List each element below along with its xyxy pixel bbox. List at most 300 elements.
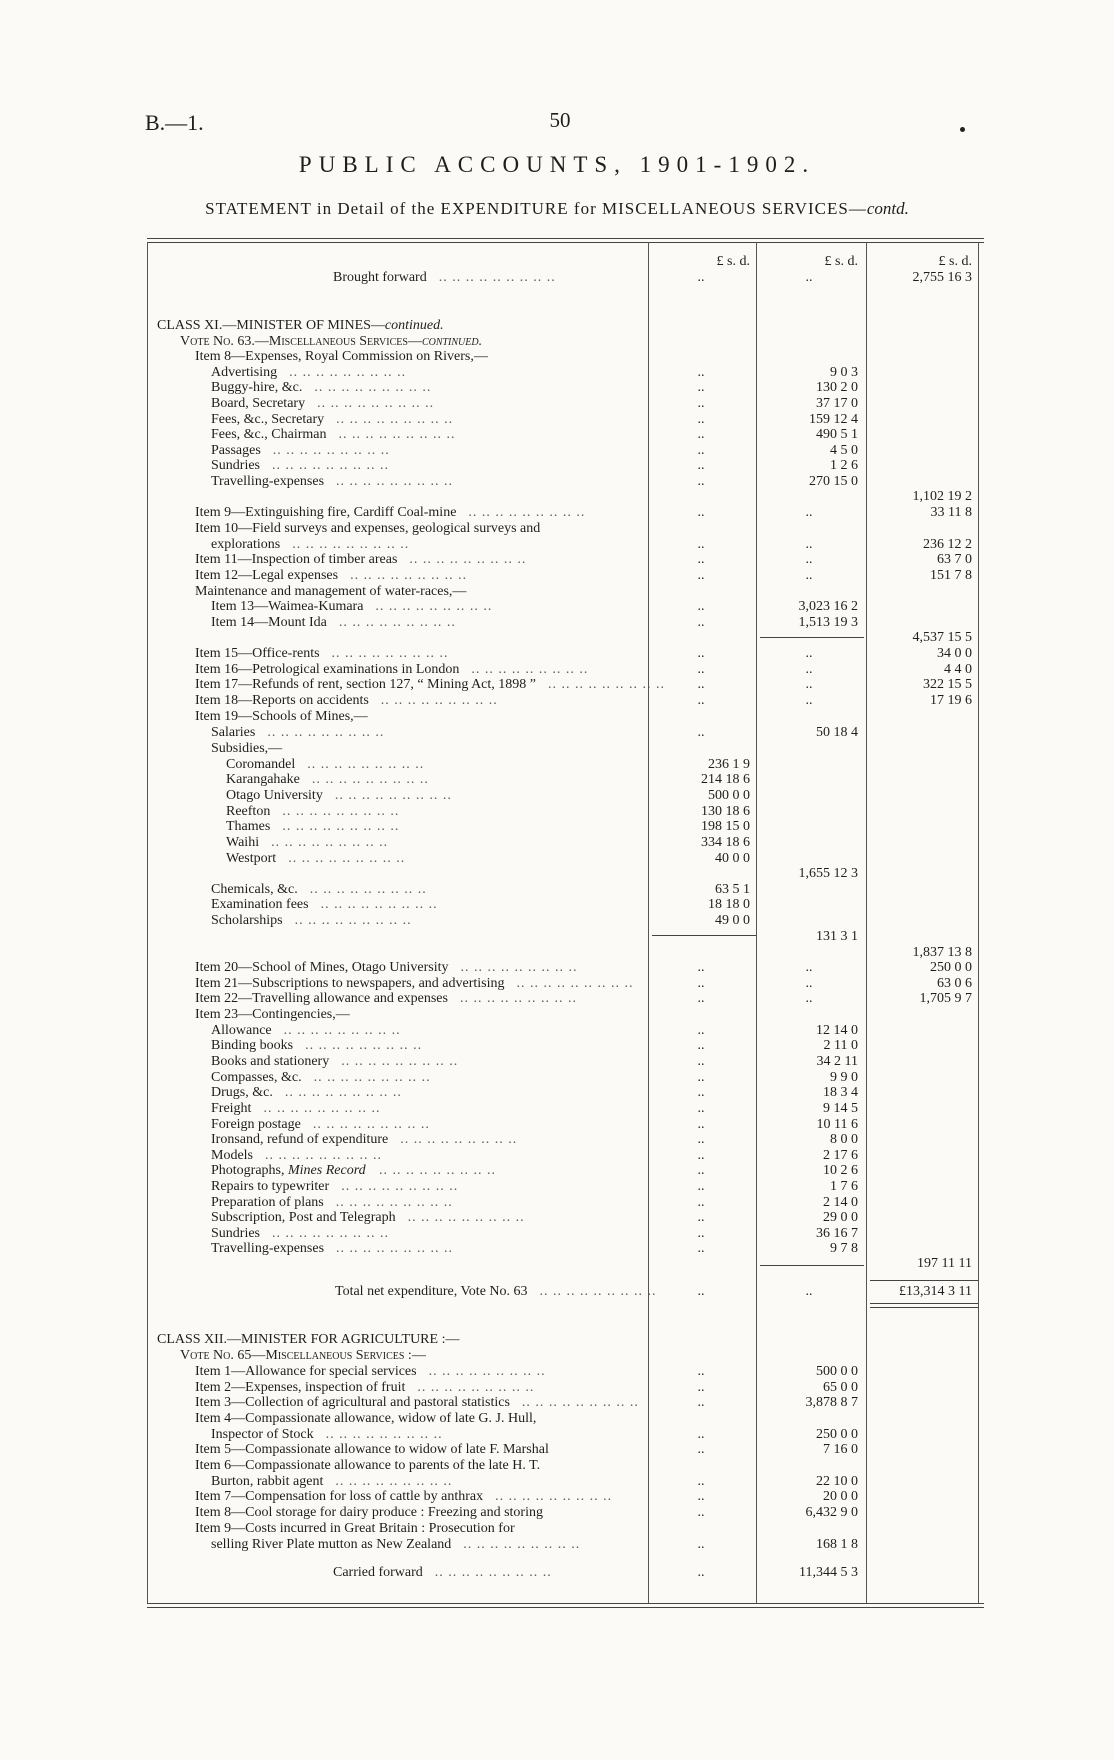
row-text: Repairs to typewriter — [211, 1179, 330, 1194]
amount-c1: .. — [697, 1395, 705, 1410]
row-text: Brought forward — [333, 270, 427, 285]
row-description — [333, 1565, 423, 1581]
amount-c2: 37 17 0 — [816, 396, 858, 411]
ink-speck — [960, 127, 965, 132]
amount-c1: 18 18 0 — [708, 897, 750, 912]
row-text: Allowance — [211, 1023, 272, 1038]
amount-c2: 6,432 9 0 — [805, 1505, 858, 1520]
row-description — [335, 1284, 528, 1300]
dot-leader: .. .. .. .. .. .. .. .. .. — [265, 1148, 382, 1163]
amount-c1: .. — [697, 615, 705, 630]
total-rule-double — [870, 1307, 978, 1308]
row-description — [211, 1132, 388, 1148]
row-text: Item 6—Compassionate allowance to parents of the late H. T. — [195, 1458, 541, 1473]
amount-c2: 20 0 0 — [823, 1489, 858, 1504]
row-description — [195, 709, 368, 725]
row-text: Models — [211, 1148, 253, 1163]
amount-c2: 490 5 1 — [816, 427, 858, 442]
ledger-row — [0, 1505, 1114, 1521]
ledger-row — [0, 537, 1114, 553]
dot-leader: .. .. .. .. .. .. .. .. .. — [284, 1085, 402, 1100]
amount-c1: .. — [697, 1179, 705, 1194]
amount-c1: .. — [697, 1038, 705, 1053]
ledger-row — [0, 396, 1114, 412]
dot-leader: .. .. .. .. .. .. .. .. .. — [335, 1474, 453, 1489]
amount-c1: .. — [697, 1505, 705, 1520]
amount-c2: .. — [805, 693, 813, 708]
row-description — [211, 380, 302, 396]
row-text: Preparation of plans — [211, 1195, 324, 1210]
row-description — [226, 835, 259, 851]
amount-c1: .. — [697, 365, 705, 380]
row-text: Advertising — [211, 365, 278, 380]
amount-c1: .. — [697, 599, 705, 614]
ledger-row — [0, 1332, 1114, 1348]
amount-c2: 65 0 0 — [823, 1380, 858, 1395]
ledger-row — [0, 334, 1114, 350]
dot-leader: .. .. .. .. .. .. .. .. .. — [267, 725, 385, 740]
ledger-row — [0, 1195, 1114, 1211]
amount-c3: 33 11 8 — [930, 505, 972, 520]
amount-c3: 197 11 11 — [917, 1256, 972, 1271]
amount-c2: 250 0 0 — [816, 1427, 858, 1442]
dot-leader: .. .. .. .. .. .. .. .. .. — [271, 835, 389, 850]
amount-c2: 2 17 6 — [823, 1148, 858, 1163]
dot-leader: .. .. .. .. .. .. .. .. .. — [283, 1023, 401, 1038]
dot-leader: .. .. .. .. .. .. .. .. .. — [350, 568, 468, 583]
row-text: Item 3—Collection of agricultural and pastoral statistics — [195, 1395, 510, 1410]
dot-leader: .. .. .. .. .. .. .. .. .. — [409, 552, 527, 567]
ledger-row — [0, 677, 1114, 693]
ledger-row — [0, 1117, 1114, 1133]
row-description — [195, 1380, 405, 1396]
ledger-row — [0, 552, 1114, 568]
row-text: Total net expenditure, Vote No. 63 — [335, 1284, 528, 1299]
row-description — [195, 991, 448, 1007]
ledger-row — [0, 897, 1114, 913]
ledger-row — [0, 991, 1114, 1007]
page-title: PUBLIC ACCOUNTS, 1901-1902. — [298, 152, 816, 177]
amount-c2: 131 3 1 — [816, 929, 858, 944]
dot-leader: .. .. .. .. .. .. .. .. .. — [400, 1132, 518, 1147]
row-description — [195, 1489, 483, 1505]
ledger-row — [0, 1427, 1114, 1443]
row-italic-text: Mines Record — [288, 1163, 366, 1178]
row-text: Salaries — [211, 725, 256, 740]
row-description — [195, 568, 338, 584]
amount-c3: 4,537 15 5 — [912, 630, 972, 645]
row-text: Westport — [226, 851, 277, 866]
amount-c3: 17 19 6 — [930, 693, 972, 708]
ledger-row — [0, 1007, 1114, 1023]
amount-c3: 34 0 0 — [937, 646, 972, 661]
amount-c1: .. — [697, 677, 705, 692]
dot-leader: .. .. .. .. .. .. .. .. .. — [305, 1038, 423, 1053]
amount-c2: .. — [805, 537, 813, 552]
ledger-row — [0, 458, 1114, 474]
row-text: Item 22—Travelling allowance and expenses — [195, 991, 448, 1006]
row-text: Foreign postage — [211, 1117, 301, 1132]
row-description — [211, 615, 327, 631]
ledger-row — [0, 568, 1114, 584]
ledger-row — [0, 1458, 1114, 1474]
dot-leader: .. .. .. .. .. .. .. .. .. — [289, 365, 407, 380]
row-text: CLASS XII.—MINISTER FOR AGRICULTURE :— — [157, 1332, 460, 1347]
row-text: Books and stationery — [211, 1054, 330, 1069]
page-number: 50 — [549, 108, 571, 132]
row-description — [180, 1348, 426, 1364]
ledger-row — [0, 1179, 1114, 1195]
amount-c1: .. — [697, 270, 705, 285]
row-text: Vote No. 63.—Miscellaneous Services— — [180, 334, 422, 349]
amount-c1: .. — [697, 1085, 705, 1100]
amount-c1: 500 0 0 — [708, 788, 750, 803]
amount-c2: 34 2 11 — [816, 1054, 858, 1069]
amount-c2: 1 2 6 — [830, 458, 858, 473]
ledger-row — [0, 757, 1114, 773]
row-italic-text: continued. — [421, 334, 483, 349]
amount-c1: .. — [697, 427, 705, 442]
amount-c1: .. — [697, 693, 705, 708]
row-description — [195, 1395, 510, 1411]
row-text: Sundries — [211, 458, 260, 473]
amount-c3: 1,705 9 7 — [919, 991, 972, 1006]
ledger-row — [0, 380, 1114, 396]
amount-c1: .. — [697, 1442, 705, 1457]
dot-leader: .. .. .. .. .. .. .. .. .. — [336, 474, 454, 489]
amount-c1: .. — [697, 443, 705, 458]
dot-leader: .. .. .. .. .. .. .. .. .. — [334, 788, 452, 803]
dot-leader: .. .. .. .. .. .. .. .. .. — [282, 819, 400, 834]
row-text: Drugs, &c. — [211, 1085, 273, 1100]
column-header: £ s. d. — [824, 254, 858, 269]
row-description — [211, 897, 309, 913]
dot-leader: .. .. .. .. .. .. .. .. .. — [460, 960, 578, 975]
amount-c1: .. — [697, 960, 705, 975]
amount-c2: 2 14 0 — [823, 1195, 858, 1210]
amount-c1: .. — [697, 1364, 705, 1379]
ledger-row — [0, 1489, 1114, 1505]
dot-leader: .. .. .. .. .. .. .. .. .. — [320, 897, 438, 912]
dot-leader: .. .. .. .. .. .. .. .. .. — [407, 1210, 525, 1225]
row-text: Reefton — [226, 804, 271, 819]
row-text: Item 8—Expenses, Royal Commission on Rivers,— — [195, 349, 488, 364]
ledger-row — [0, 1348, 1114, 1364]
amount-c1: .. — [697, 537, 705, 552]
ledger-row — [0, 270, 1114, 286]
ledger-row — [0, 1148, 1114, 1164]
amount-c2: .. — [805, 1284, 813, 1299]
row-text: Photographs, — [211, 1163, 288, 1178]
amount-c1: 214 18 6 — [701, 772, 750, 787]
row-description — [211, 1085, 273, 1101]
subtitle-contd: contd. — [866, 199, 909, 218]
ledger-row — [0, 584, 1114, 600]
amount-c2: 22 10 0 — [816, 1474, 858, 1489]
amount-c1: .. — [697, 1241, 705, 1256]
dot-leader: .. .. .. .. .. .. .. .. .. — [378, 1163, 496, 1178]
ledger-row — [0, 1284, 1114, 1300]
row-text: Item 15—Office-rents — [195, 646, 320, 661]
ledger-row — [0, 929, 1114, 945]
row-text: Examination fees — [211, 897, 309, 912]
amount-c3: 151 7 8 — [930, 568, 972, 583]
amount-c1: .. — [697, 976, 705, 991]
ledger-row — [0, 1241, 1114, 1257]
dot-leader: .. .. .. .. .. .. .. .. .. — [307, 757, 425, 772]
ledger-row — [0, 1038, 1114, 1054]
row-text: Passages — [211, 443, 261, 458]
amount-c1: .. — [697, 646, 705, 661]
row-description — [211, 443, 261, 459]
row-text: Karangahake — [226, 772, 300, 787]
ledger-row — [0, 646, 1114, 662]
amount-c2: 9 14 5 — [823, 1101, 858, 1116]
row-text: Item 21—Subscriptions to newspapers, and advertising — [195, 976, 505, 991]
ledger-row — [0, 630, 1114, 646]
row-description — [211, 1537, 451, 1553]
dot-leader: .. .. .. .. .. .. .. .. .. — [548, 677, 665, 692]
amount-c3: 322 15 5 — [923, 677, 972, 692]
amount-c1: 198 15 0 — [701, 819, 750, 834]
amount-c1: .. — [697, 1195, 705, 1210]
amount-c1: .. — [697, 1101, 705, 1116]
amount-c2: 50 18 4 — [816, 725, 858, 740]
amount-c1: 334 18 6 — [701, 835, 750, 850]
ledger-row — [0, 1395, 1114, 1411]
ledger-row — [0, 412, 1114, 428]
row-text: Item 12—Legal expenses — [195, 568, 339, 583]
row-text: Subscription, Post and Telegraph — [211, 1210, 396, 1225]
amount-c1: 63 5 1 — [715, 882, 750, 897]
row-description — [211, 396, 305, 412]
row-description — [211, 1179, 329, 1195]
row-description — [211, 1210, 396, 1226]
row-description — [195, 677, 536, 693]
row-text: Thames — [226, 819, 271, 834]
amount-c1: .. — [697, 1537, 705, 1552]
row-description — [195, 960, 449, 976]
amount-c1: .. — [697, 474, 705, 489]
row-description — [211, 458, 260, 474]
row-description — [195, 646, 320, 662]
amount-c1: .. — [697, 1380, 705, 1395]
ledger-row — [0, 489, 1114, 505]
ledger-row — [0, 976, 1114, 992]
ledger-row — [0, 427, 1114, 443]
row-description — [195, 349, 488, 365]
ledger-row — [0, 882, 1114, 898]
dot-leader: .. .. .. .. .. .. .. .. .. — [336, 412, 454, 427]
amount-c1: .. — [697, 552, 705, 567]
row-text: Item 20—School of Mines, Otago University — [195, 960, 449, 975]
amount-c2: .. — [805, 991, 813, 1006]
dot-leader: .. .. .. .. .. .. .. .. .. — [459, 991, 577, 1006]
table-bottom-rule-double — [147, 1607, 984, 1608]
amount-c2: .. — [805, 270, 813, 285]
dot-leader: .. .. .. .. .. .. .. .. .. — [428, 1364, 546, 1379]
row-description — [195, 1442, 549, 1458]
dot-leader: .. .. .. .. .. .. .. .. .. — [317, 396, 435, 411]
row-description — [211, 599, 363, 615]
dot-leader: .. .. .. .. .. .. .. .. .. — [272, 1226, 389, 1241]
dot-leader: .. .. .. .. .. .. .. .. .. — [495, 1489, 613, 1504]
amount-c3: 236 12 2 — [923, 537, 972, 552]
row-description — [211, 1070, 302, 1086]
dot-leader: .. .. .. .. .. .. .. .. .. — [434, 1565, 552, 1580]
dot-leader: .. .. .. .. .. .. .. .. .. — [438, 270, 556, 285]
row-text: Waihi — [226, 835, 260, 850]
dot-leader: .. .. .. .. .. .. .. .. .. — [335, 1195, 453, 1210]
column-header: £ s. d. — [716, 254, 750, 269]
ledger-row — [0, 788, 1114, 804]
dot-leader: .. .. .. .. .. .. .. .. .. — [272, 458, 389, 473]
row-description — [195, 1458, 540, 1474]
ledger-row — [0, 349, 1114, 365]
row-text: Board, Secretary — [211, 396, 306, 411]
row-description — [195, 552, 397, 568]
amount-c1: .. — [697, 1284, 705, 1299]
row-text: Item 19—Schools of Mines,— — [195, 709, 368, 724]
row-description — [226, 757, 295, 773]
dot-leader: .. .. .. .. .. .. .. .. .. — [341, 1179, 459, 1194]
ledger-row — [0, 474, 1114, 490]
dot-leader: .. .. .. .. .. .. .. .. .. — [380, 693, 498, 708]
row-description — [211, 1054, 329, 1070]
ledger-row — [0, 1226, 1114, 1242]
amount-c1: .. — [697, 991, 705, 1006]
amount-c2: .. — [805, 505, 813, 520]
amount-c1: .. — [697, 1427, 705, 1442]
row-text: Item 9—Extinguishing fire, Cardiff Coal-mine — [195, 505, 457, 520]
amount-c2: .. — [805, 976, 813, 991]
row-text: Item 10—Field surveys and expenses, geological surveys and — [195, 521, 541, 536]
ledger-row — [0, 1474, 1114, 1490]
row-description — [211, 725, 255, 741]
ledger-row — [0, 1364, 1114, 1380]
document-reference: B.—1. — [145, 110, 204, 135]
ledger-row — [0, 365, 1114, 381]
row-description — [211, 1474, 323, 1490]
amount-c1: .. — [697, 505, 705, 520]
row-text: Item 13—Waimea-Kumara — [211, 599, 364, 614]
row-description — [211, 1117, 301, 1133]
amount-c1: .. — [697, 396, 705, 411]
dot-leader: .. .. .. .. .. .. .. .. .. — [312, 1117, 430, 1132]
row-description — [211, 1241, 324, 1257]
statement-subtitle — [0, 199, 1114, 219]
amount-c1: 40 0 0 — [715, 851, 750, 866]
table-bottom-rule — [147, 1603, 984, 1604]
amount-c3: 1,102 19 2 — [912, 489, 972, 504]
ledger-row — [0, 443, 1114, 459]
amount-c2: 18 3 4 — [823, 1085, 858, 1100]
amount-c2: 159 12 4 — [809, 412, 858, 427]
row-description — [211, 537, 280, 553]
total-rule — [870, 1280, 978, 1281]
row-text: Maintenance and management of water-races,— — [195, 584, 467, 599]
row-text: Carried forward — [333, 1565, 423, 1580]
row-text: Otago University — [226, 788, 323, 803]
ledger-row — [0, 945, 1114, 961]
ledger-row — [0, 851, 1114, 867]
amount-c1: 130 18 6 — [701, 804, 750, 819]
row-text: selling River Plate mutton as New Zealand — [211, 1537, 452, 1552]
amount-c2: 8 0 0 — [830, 1132, 858, 1147]
row-description — [195, 1007, 350, 1023]
ledger-row — [0, 1256, 1114, 1272]
row-text: CLASS XI.—MINISTER OF MINES— — [157, 318, 385, 333]
dot-leader: .. .. .. .. .. .. .. .. .. — [309, 882, 427, 897]
row-text: Freight — [211, 1101, 252, 1116]
amount-c2: 3,023 16 2 — [798, 599, 858, 614]
amount-c2: 1,513 19 3 — [798, 615, 858, 630]
dot-leader: .. .. .. .. .. .. .. .. .. — [294, 913, 412, 928]
row-text: Item 4—Compassionate allowance, widow of late G. J. Hull, — [195, 1411, 537, 1426]
row-description — [211, 1427, 314, 1443]
amount-c1: .. — [697, 1210, 705, 1225]
amount-c2: 2 11 0 — [823, 1038, 858, 1053]
dot-leader: .. .. .. .. .. .. .. .. .. — [331, 646, 449, 661]
dot-leader: .. .. .. .. .. .. .. .. .. — [471, 662, 589, 677]
amount-c3: 1,837 13 8 — [912, 945, 972, 960]
subtitle-main: STATEMENT in Detail of the EXPENDITURE for MISCELLANEOUS SERVICES— — [205, 199, 867, 218]
ledger-row — [0, 913, 1114, 929]
row-text: Scholarships — [211, 913, 283, 928]
row-text: Item 7—Compensation for loss of cattle by anthrax — [195, 1489, 484, 1504]
amount-c2: 9 0 3 — [830, 365, 858, 380]
ledger-row — [0, 615, 1114, 631]
dot-leader: .. .. .. .. .. .. .. .. .. — [338, 615, 456, 630]
amount-c1: .. — [697, 1132, 705, 1147]
row-text: Travelling-expenses — [211, 474, 325, 489]
row-italic-text: continued. — [384, 318, 444, 333]
ledger-row — [0, 1163, 1114, 1179]
row-text: Coromandel — [226, 757, 296, 772]
dot-leader: .. .. .. .. .. .. .. .. .. — [463, 1537, 581, 1552]
amount-c2: 10 2 6 — [823, 1163, 858, 1178]
row-description — [211, 1226, 260, 1242]
amount-c3: 63 7 0 — [937, 552, 972, 567]
amount-c2: 500 0 0 — [816, 1364, 858, 1379]
amount-c1: .. — [697, 725, 705, 740]
row-description — [195, 1364, 417, 1380]
row-description — [195, 693, 369, 709]
row-text: Item 2—Expenses, inspection of fruit — [195, 1380, 406, 1395]
row-description — [226, 819, 270, 835]
ledger-row — [0, 1132, 1114, 1148]
dot-leader: .. .. .. .. .. .. .. .. .. — [314, 380, 432, 395]
row-description — [211, 365, 277, 381]
ledger-row — [0, 505, 1114, 521]
row-text: Burton, rabbit agent — [211, 1474, 324, 1489]
amount-c2: 11,344 5 3 — [799, 1565, 858, 1580]
amount-c3: 63 0 6 — [937, 976, 972, 991]
ledger-row — [0, 1411, 1114, 1427]
amount-c2: 36 16 7 — [816, 1226, 858, 1241]
amount-c1: .. — [697, 1489, 705, 1504]
amount-c1: .. — [697, 1023, 705, 1038]
row-text: Compasses, &c. — [211, 1070, 302, 1085]
amount-c1: .. — [697, 1148, 705, 1163]
row-text: Chemicals, &c. — [211, 882, 298, 897]
row-description — [157, 318, 444, 334]
row-text: Item 9—Costs incurred in Great Britain : Prosecution for — [195, 1521, 515, 1536]
table-top-rule — [147, 238, 984, 239]
ledger-row — [0, 318, 1114, 334]
row-description — [195, 1411, 536, 1427]
row-description — [211, 427, 326, 443]
